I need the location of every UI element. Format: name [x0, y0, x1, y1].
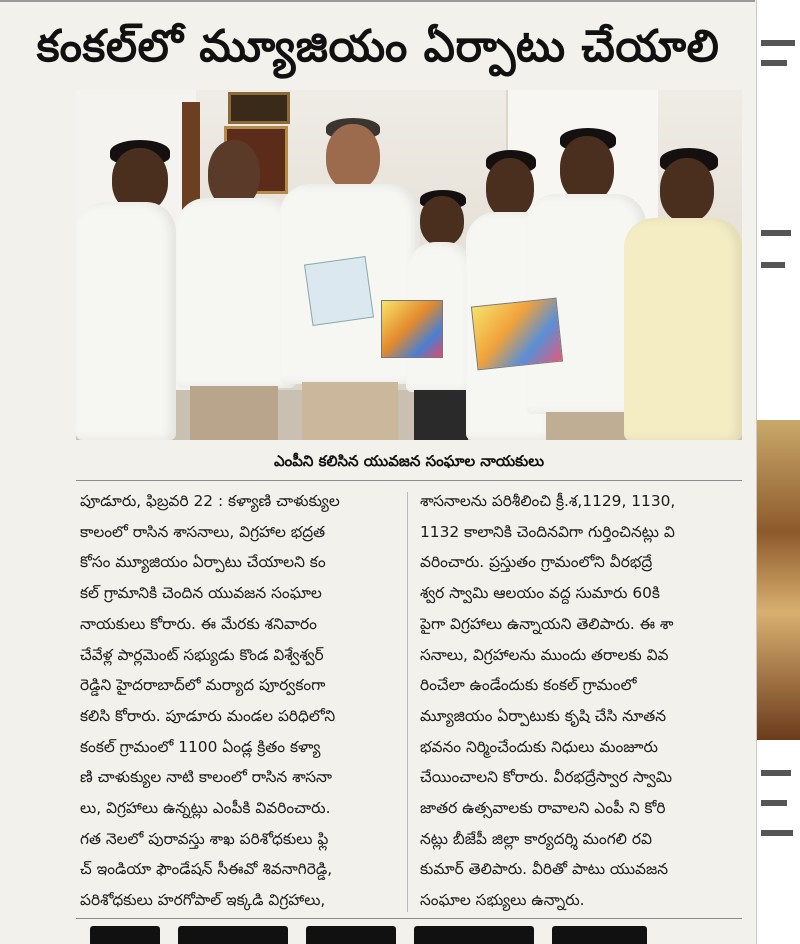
photo-person	[624, 148, 742, 440]
photo-person	[176, 140, 296, 440]
column-divider	[407, 492, 408, 912]
text-line: శాసనాలను పరిశీలించి క్రీ.శ,1129, 1130,	[420, 492, 676, 510]
news-photo	[76, 90, 742, 440]
article-column-left	[80, 486, 406, 916]
photo-caption: ఎంపీని కలిసిన యువజన సంఘాల నాయకులు	[273, 452, 545, 470]
text-line: 1132 కాలానికి చెందినవిగా గుర్తించినట్లు వి	[420, 522, 675, 541]
text-line: మ్యూజియం ఏర్పాటుకు కృషి చేసి నూతన	[420, 706, 667, 725]
text-line: గత నెలలో పురావస్తు శాఖ పరిశోధకులు ఫ్లి	[80, 829, 329, 848]
text-line: జాతర ఉత్సవాలకు రావాలని ఎంపీ ని కోరి	[420, 799, 666, 818]
text-line: కాలంలో రాసిన శాసనాలు, విగ్రహాల భద్రత	[80, 522, 326, 541]
text-line: నాయకులు కోరారు. ఈ మేరకు శనివారం	[80, 614, 317, 633]
text-line: శ్వర స్వామి ఆలయం వద్ద సుమారు 60కి	[420, 584, 660, 603]
text-line: పూడూరు, ఫిబ్రవరి 22 : కళ్యాణి చాళుక్యుల	[80, 492, 340, 510]
text-line: ణి చాళుక్యుల నాటి కాలంలో రాసిన శాసనా	[80, 768, 333, 787]
text-line: రెడ్డిని హైదరాబాద్‌లో మర్యాద పూర్వకంగా	[80, 676, 326, 695]
adjacent-page-strip	[756, 0, 800, 944]
text-line: కుమార్ తెలిపారు. వీరితో పాటు యువజన	[420, 860, 669, 879]
text-line: సంఘాల సభ్యులు ఉన్నారు.	[420, 891, 585, 910]
held-document	[304, 256, 374, 326]
text-line: పైగా విగ్రహాలు ఉన్నాయని తెలిపారు. ఈ శా	[420, 614, 674, 633]
article-column-right	[420, 486, 746, 916]
text-line: కంకల్ గ్రామంలో 1100 ఏండ్ల క్రితం కళ్యా	[80, 737, 321, 756]
text-line: వరించారు. ప్రస్తుతం గ్రామంలోని వీరభద్రే	[420, 553, 653, 572]
next-article-headline-cropped	[90, 926, 730, 944]
text-line: రించేలా ఉండేందుకు కంకల్ గ్రామంలో	[420, 676, 637, 695]
adjacent-page-image	[757, 420, 800, 740]
text-line: కల్ గ్రామానికి చెందిన యువజన సంఘాల	[80, 584, 322, 603]
text-line: చ్ ఇండియా ఫౌండేషన్ సీఈవో శివనాగిరెడ్డి,	[80, 860, 333, 879]
text-line: సనాలు, విగ్రహాలను ముందు తరాలకు వివ	[420, 645, 669, 664]
text-line: కలిసి కోరారు. పూడూరు మండల పరిధిలోని	[80, 706, 336, 725]
top-rule	[0, 0, 755, 8]
held-poster	[471, 298, 563, 371]
text-line: కోసం మ్యూజియం ఏర్పాటు చేయాలని కం	[80, 553, 326, 572]
text-line: చేయించాలని కోరారు. వీరభద్రేస్వార స్వామి	[420, 768, 673, 787]
text-line: లు, విగ్రహాలు ఉన్నట్లు ఎంపీకి వివరించారు.	[80, 799, 331, 818]
text-line: నట్లు బీజేపీ జిల్లా కార్యదర్శి మంగలి రవి	[420, 829, 652, 848]
article-headline: కంకల్‌లో మ్యూజియం ఏర్పాటు చేయాలి	[36, 21, 720, 72]
text-line: పరిశోధకులు హరగోపాల్ ఇక్కడి విగ్రహాలు,	[80, 891, 326, 910]
caption-rule	[76, 480, 742, 481]
bottom-rule	[76, 918, 742, 919]
photo-person	[76, 140, 176, 440]
text-line: భవనం నిర్మించేందుకు నిధులు మంజూరు	[420, 737, 658, 756]
held-poster	[381, 300, 443, 358]
text-line: చేవేళ్ల పార్లమెంట్ సభ్యుడు కొండ విశ్వేశ్వర్	[80, 645, 324, 664]
